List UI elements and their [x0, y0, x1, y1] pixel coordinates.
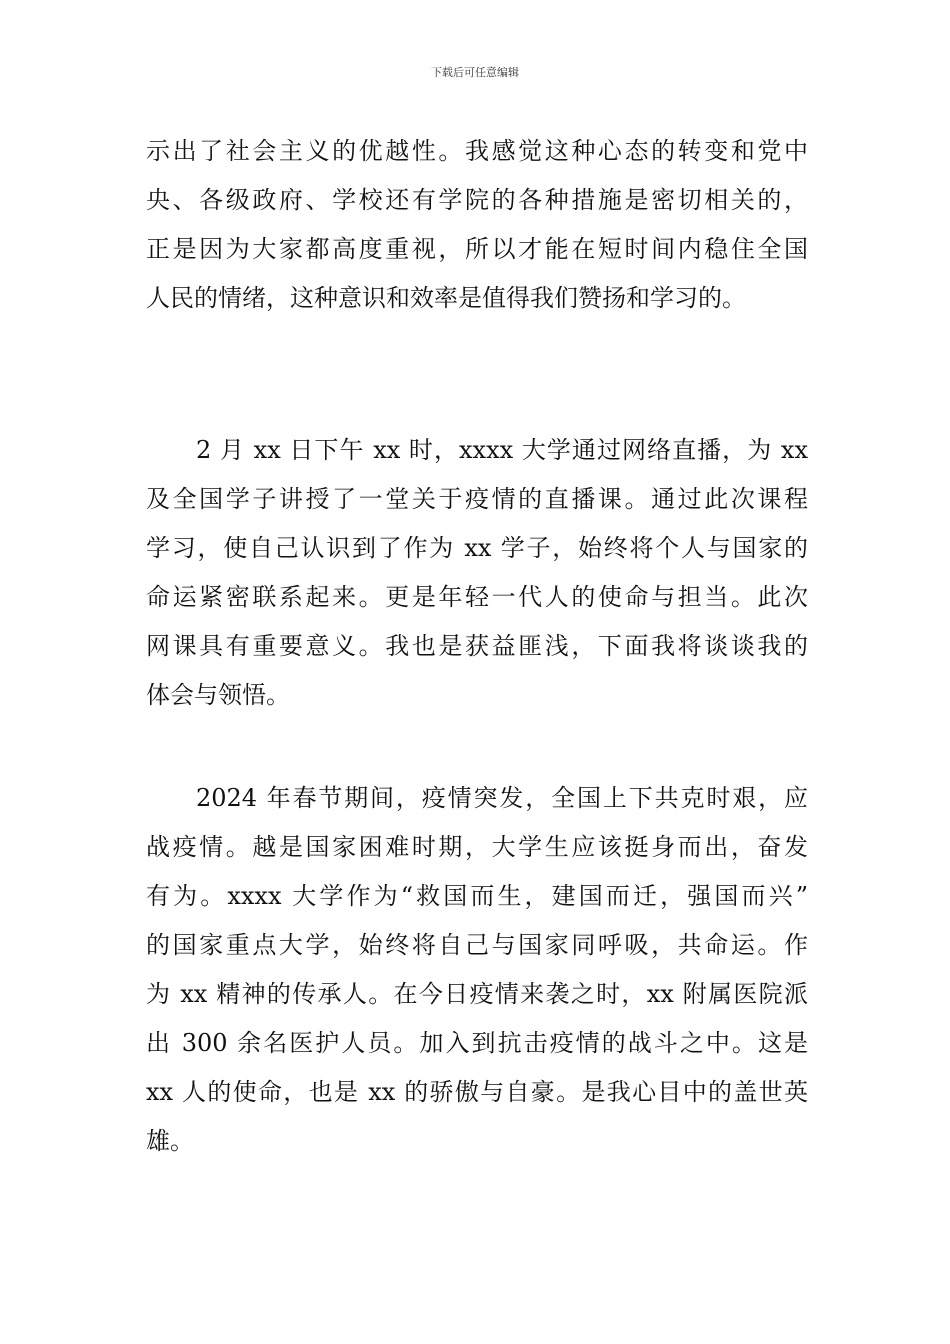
paragraph-line: 雄。 [146, 1127, 194, 1155]
paragraph-line: 体会与领悟。 [146, 681, 290, 709]
paragraph-line: 及全国学子讲授了一堂关于疫情的直播课。通过此次课程 [146, 485, 808, 513]
paragraph-2 [146, 426, 808, 720]
paragraph-line: 有为。xxxx 大学作为“救国而生，建国而迁，强国而兴” [146, 882, 808, 910]
paragraph-line: 2024 年春节期间，疫情突发，全国上下共克时艰，应 [196, 784, 808, 812]
page-header: 下载后可任意编辑 [431, 66, 519, 79]
paragraph-line: xx 人的使命，也是 xx 的骄傲与自豪。是我心目中的盖世英 [146, 1078, 808, 1106]
paragraph-line: 央、各级政府、学校还有学院的各种措施是密切相关的， [146, 186, 808, 214]
paragraph-line: 的国家重点大学，始终将自己与国家同呼吸，共命运。作 [146, 931, 808, 959]
paragraph-line: 为 xx 精神的传承人。在今日疫情来袭之时，xx 附属医院派 [146, 980, 808, 1008]
paragraph-1 [146, 127, 808, 323]
paragraph-line: 战疫情。越是国家困难时期，大学生应该挺身而出，奋发 [146, 833, 808, 861]
paragraph-line: 出 300 余名医护人员。加入到抗击疫情的战斗之中。这是 [146, 1029, 808, 1057]
paragraph-3 [146, 774, 808, 1166]
paragraph-line: 命运紧密联系起来。更是年轻一代人的使命与担当。此次 [146, 583, 808, 611]
paragraph-line: 学习，使自己认识到了作为 xx 学子，始终将个人与国家的 [146, 534, 808, 562]
paragraph-line: 正是因为大家都高度重视，所以才能在短时间内稳住全国 [146, 235, 808, 263]
paragraph-line: 网课具有重要意义。我也是获益匪浅，下面我将谈谈我的 [146, 632, 808, 660]
paragraph-line: 示出了社会主义的优越性。我感觉这种心态的转变和党中 [146, 137, 808, 165]
paragraph-line: 2 月 xx 日下午 xx 时，xxxx 大学通过网络直播，为 xx [196, 436, 808, 464]
paragraph-line: 人民的情绪，这种意识和效率是值得我们赞扬和学习的。 [146, 284, 746, 312]
